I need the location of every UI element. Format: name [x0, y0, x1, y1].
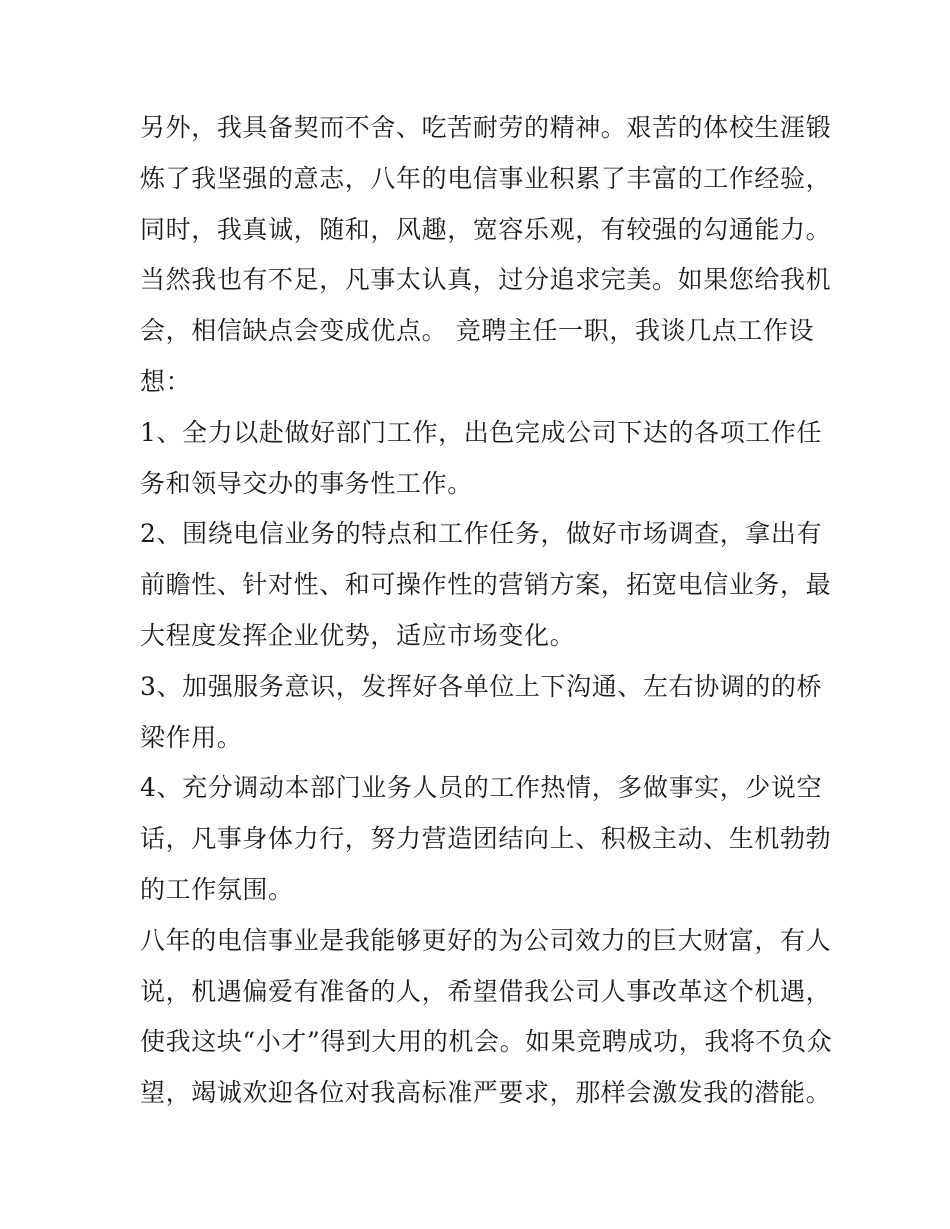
document-body: [140, 103, 833, 1119]
text-line: 会，相信缺点会变成优点。 竞聘主任一职，我谈几点工作设: [140, 316, 815, 346]
list-item-2-line: 2、围绕电信业务的特点和工作任务，做好市场调查，拿出有: [140, 519, 823, 549]
closing-paragraph-line: 使我这块“小才”得到大用的机会。如果竞聘成功，我将不负众: [140, 1027, 833, 1057]
closing-paragraph-line: 望，竭诚欢迎各位对我高标准严要求，那样会激发我的潜能。: [140, 1078, 832, 1108]
list-item-3-line: 3、加强服务意识，发挥好各单位上下沟通、左右协调的的桥: [140, 671, 823, 701]
closing-paragraph-line: 八年的电信事业是我能够更好的为公司效力的巨大财富，有人: [140, 925, 832, 955]
list-item-3-line: 梁作用。: [140, 722, 243, 752]
text-line: 想：: [140, 366, 192, 396]
text-line: 另外，我具备契而不舍、吃苦耐劳的精神。艰苦的体校生涯锻: [140, 113, 832, 142]
text-line: 同时，我真诚，随和，风趣，宽容乐观，有较强的勾通能力。: [140, 214, 832, 244]
text-line: 炼了我坚强的意志，八年的电信事业积累了丰富的工作经验，: [140, 163, 832, 193]
text-line: 当然我也有不足，凡事太认真，过分追求完美。如果您给我机: [140, 265, 832, 295]
list-item-1-line: 1、全力以赴做好部门工作，出色完成公司下达的各项工作任: [140, 417, 823, 447]
list-item-4-line: 4、充分调动本部门业务人员的工作热情，多做事实，少说空: [140, 773, 823, 803]
list-item-4-line: 的工作氛围。: [140, 874, 294, 904]
list-item-2-line: 大程度发挥企业优势，适应市场变化。: [140, 620, 576, 650]
list-item-4-line: 话，凡事身体力行，努力营造团结向上、积极主动、生机勃勃: [140, 824, 832, 854]
closing-paragraph-line: 说，机遇偏爱有准备的人，希望借我公司人事改革这个机遇，: [140, 976, 832, 1006]
list-item-2-line: 前瞻性、针对性、和可操作性的营销方案，拓宽电信业务，最: [140, 570, 832, 600]
list-item-1-line: 务和领导交办的事务性工作。: [140, 468, 473, 498]
